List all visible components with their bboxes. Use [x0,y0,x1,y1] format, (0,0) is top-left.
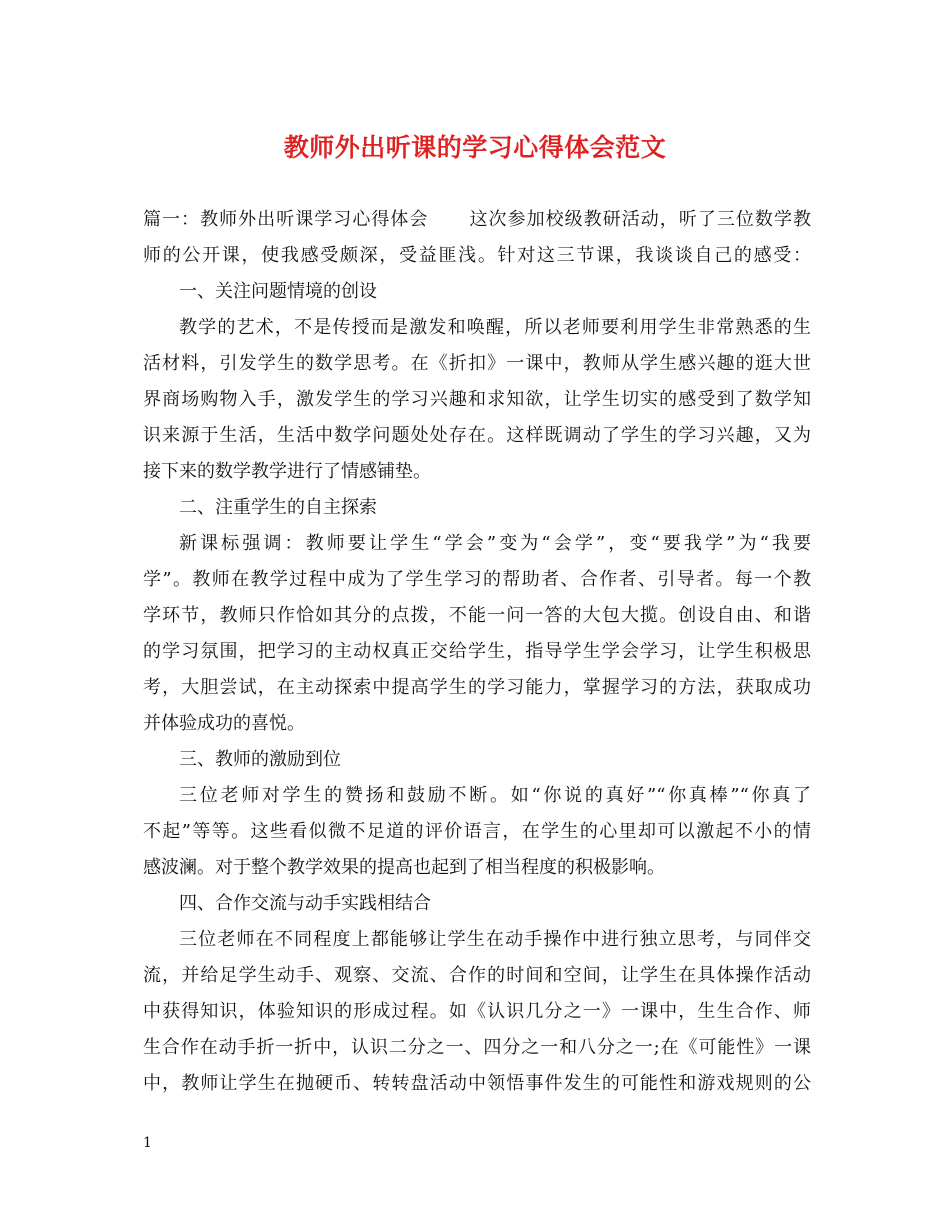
paragraph-line: 的学习氛围，把学习的主动权真正交给学生，指导学生学会学习，让学生积极思 [143,641,811,662]
paragraph-line: 感波澜。对于整个教学效果的提高也起到了相当程度的积极影响。 [143,857,665,878]
paragraph-line: 中，教师让学生在抛硬币、转转盘活动中领悟事件发生的可能性和游戏规则的公 [143,1073,811,1094]
intro-text: 这次参加校级教研活动，听了三位数学教 [468,209,811,230]
paragraph-line: 活材料，引发学生的数学思考。在《折扣》一课中，教师从学生感兴趣的逛大世 [143,353,811,374]
section-heading: 二、注重学生的自主探索 [179,497,377,518]
paragraph-line: 生合作在动手折一折中，认识二分之一、四分之一和八分之一;在《可能性》一课 [143,1037,811,1058]
section-heading: 三、教师的激励到位 [179,749,341,770]
intro-heading: 篇一：教师外出听课学习心得体会 [143,209,429,230]
paragraph-line: 学环节，教师只作恰如其分的点拨，不能一问一答的大包大揽。创设自由、和谐 [143,605,811,626]
paragraph-line: 新课标强调：教师要让学生“学会”变为“会学”，变“要我学”为“我要 [179,533,811,554]
paragraph-line: 三位老师在不同程度上都能够让学生在动手操作中进行独立思考，与同伴交 [179,929,811,950]
paragraph-line: 并体验成功的喜悦。 [143,713,305,734]
page-number: 1 [143,1135,152,1151]
intro-line-2: 师的公开课，使我感受颇深，受益匪浅。针对这三节课，我谈谈自己的感受： [143,245,811,266]
paragraph-line: 考，大胆尝试，在主动探索中提高学生的学习能力，掌握学习的方法，获取成功 [143,677,811,698]
paragraph-line: 接下来的数学教学进行了情感铺垫。 [143,461,431,482]
paragraph-line: 中获得知识，体验知识的形成过程。如《认识几分之一》一课中，生生合作、师 [143,1001,811,1022]
paragraph-line: 教学的艺术，不是传授而是激发和唤醒，所以老师要利用学生非常熟悉的生 [179,317,811,338]
paragraph-line: 三位老师对学生的赞扬和鼓励不断。如“你说的真好”“你真棒”“你真了 [179,785,811,806]
paragraph-line: 流，并给足学生动手、观察、交流、合作的时间和空间，让学生在具体操作活动 [143,965,811,986]
paragraph-line: 界商场购物入手，激发学生的学习兴趣和求知欲，让学生切实的感受到了数学知 [143,389,811,410]
section-heading: 四、合作交流与动手实践相结合 [179,893,431,914]
section-heading: 一、关注问题情境的创设 [179,281,377,302]
document-title: 教师外出听课的学习心得体会范文 [283,133,667,162]
paragraph-line: 学”。教师在教学过程中成为了学生学习的帮助者、合作者、引导者。每一个教 [143,569,811,590]
paragraph-line: 识来源于生活，生活中数学问题处处存在。这样既调动了学生的学习兴趣，又为 [143,425,811,446]
paragraph-line: 不起”等等。这些看似微不足道的评价语言，在学生的心里却可以激起不小的情 [143,821,811,842]
intro-line-1 [143,205,811,235]
